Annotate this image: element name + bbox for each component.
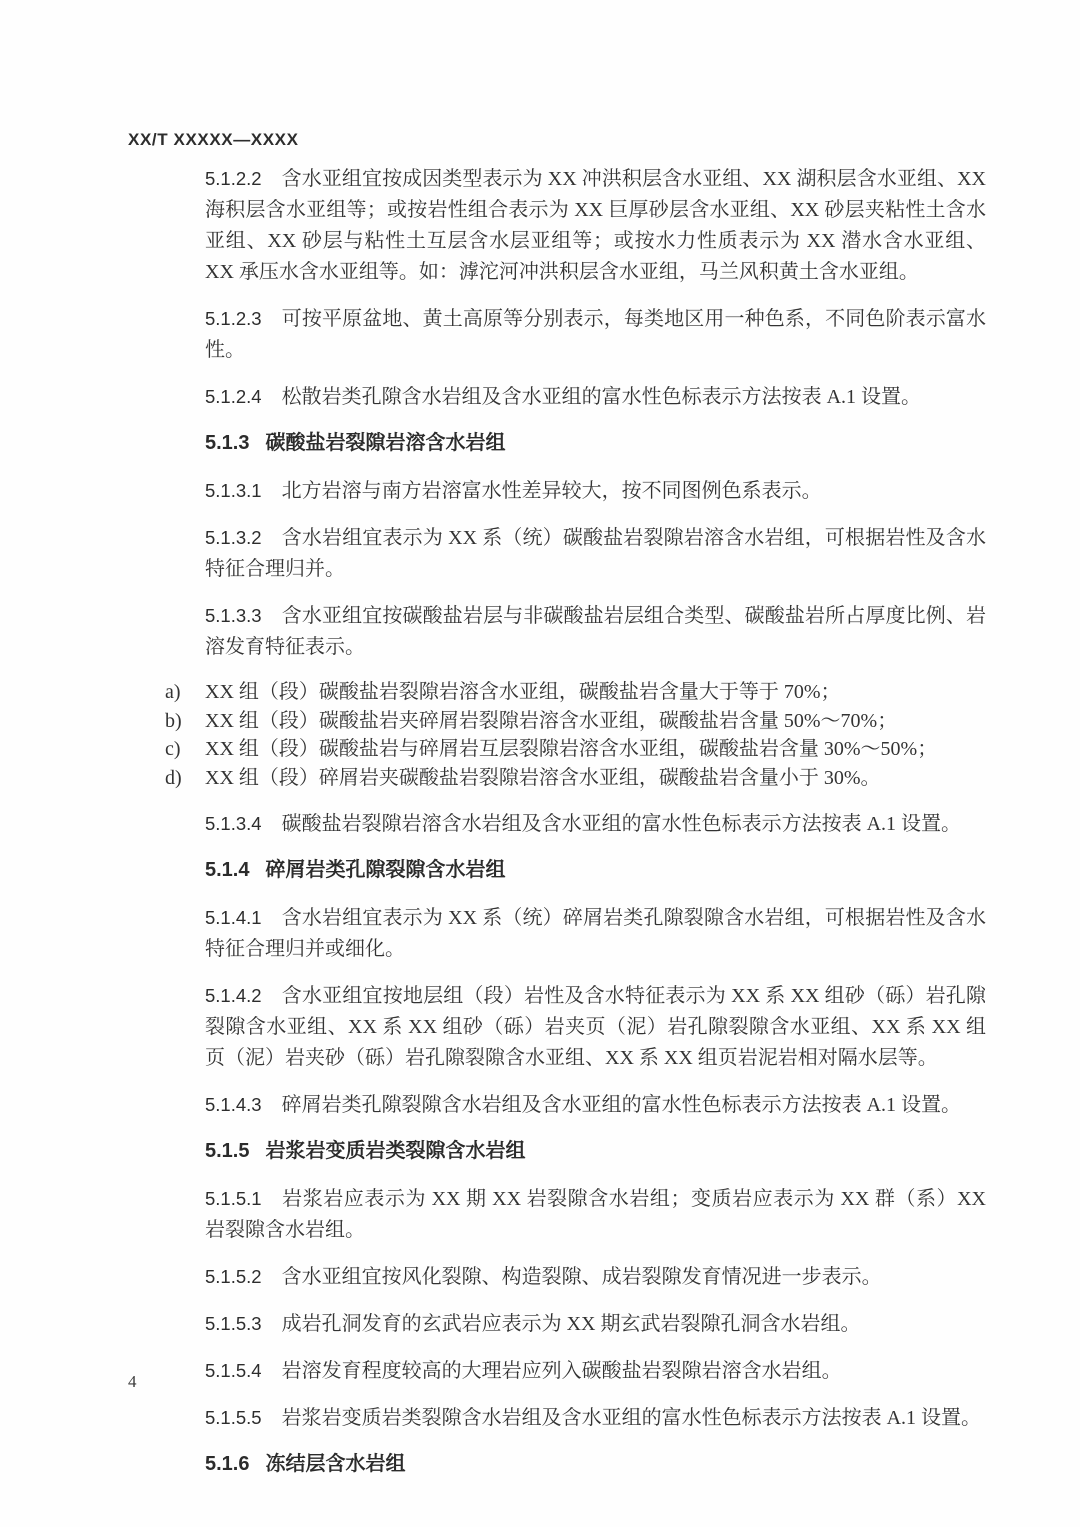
clause-text: 含水岩组宜表示为 XX 系（统）碎屑岩类孔隙裂隙含水岩组，可根据岩性及含水特征合理归并或细化。 xyxy=(205,907,986,960)
clause-text: 松散岩类孔隙含水岩组及含水亚组的富水性色标表示方法按表 A.1 设置。 xyxy=(281,386,922,408)
clause-number: 5.1.3.2 xyxy=(205,527,262,548)
clause-number: 5.1.3.3 xyxy=(205,605,262,626)
clause-heading xyxy=(205,1136,986,1167)
clause-number: 5.1.4 xyxy=(205,859,250,881)
clause-paragraph xyxy=(205,1261,986,1293)
clause-number: 5.1.4.2 xyxy=(205,985,262,1006)
clause-number: 5.1.2.4 xyxy=(205,386,262,407)
clause-text: 含水岩组宜表示为 XX 系（统）碳酸盐岩裂隙岩溶含水岩组，可根据岩性及含水特征合理归并。 xyxy=(205,527,986,580)
clause-text: 岩溶发育程度较高的大理岩应列入碳酸盐岩裂隙岩溶含水岩组。 xyxy=(281,1360,842,1382)
clause-heading xyxy=(205,855,986,886)
clause-paragraph xyxy=(205,902,986,965)
clause-text: 岩浆岩变质岩类裂隙含水岩组及含水亚组的富水性色标表示方法按表 A.1 设置。 xyxy=(281,1407,982,1429)
clause-number: 5.1.5.3 xyxy=(205,1313,262,1334)
clause-paragraph xyxy=(205,1402,986,1434)
clause-text: 碳酸盐岩裂隙岩溶含水岩组 xyxy=(265,432,506,454)
clause-list xyxy=(165,678,986,792)
clause-text: 冻结层含水岩组 xyxy=(265,1453,406,1475)
list-item-marker: b) xyxy=(165,709,182,732)
list-item-text: XX 组（段）碳酸盐岩与碎屑岩互层裂隙岩溶含水亚组，碳酸盐岩含量 30%～50%； xyxy=(205,738,938,760)
clause-number: 5.1.6 xyxy=(205,1453,250,1475)
document-body xyxy=(128,163,986,1496)
clause-heading xyxy=(205,428,986,459)
clause-number: 5.1.5 xyxy=(205,1140,250,1162)
document-code-header: XX/T XXXXX—XXXX xyxy=(128,130,299,149)
clause-text: 含水亚组宜按碳酸盐岩层与非碳酸盐岩层组合类型、碳酸盐岩所占厚度比例、岩溶发育特征表示。 xyxy=(205,605,986,658)
list-item xyxy=(165,707,986,736)
clause-paragraph xyxy=(205,980,986,1074)
list-item-text: XX 组（段）碳酸盐岩裂隙岩溶含水亚组，碳酸盐岩含量大于等于 70%； xyxy=(205,681,841,703)
list-item xyxy=(165,764,986,793)
list-item-marker: c) xyxy=(165,738,181,760)
clause-number: 5.1.5.5 xyxy=(205,1407,262,1428)
clause-paragraph xyxy=(205,303,986,366)
clause-text: 可按平原盆地、黄土高原等分别表示，每类地区用一种色系，不同色阶表示富水性。 xyxy=(205,308,986,361)
clause-paragraph xyxy=(205,808,986,840)
list-item xyxy=(165,735,986,764)
clause-text: 岩浆岩应表示为 XX 期 XX 岩裂隙含水岩组；变质岩应表示为 XX 群（系）XX 岩裂隙含水岩组。 xyxy=(205,1188,986,1241)
clause-text: 含水亚组宜按成因类型表示为 XX 冲洪积层含水亚组、XX 湖积层含水亚组、XX 海积层含水亚组等；或按岩性组合表示为 XX 巨厚砂层含水亚组、XX 砂层夹粘性土含水亚组、XX 砂层与粘性土互层含水层亚组等；或按水力性质表示为 XX 潜水含水亚组、XX 承压水含水亚组等。如：滹沱河冲洪积层含水亚组，马兰风积黄土含水亚组。 xyxy=(205,168,986,283)
clause-paragraph xyxy=(205,1183,986,1246)
list-item-marker: a) xyxy=(165,681,181,703)
list-item-marker: d) xyxy=(165,766,182,789)
clause-text: 碳酸盐岩裂隙岩溶含水岩组及含水亚组的富水性色标表示方法按表 A.1 设置。 xyxy=(281,813,962,835)
page-number: 4 xyxy=(128,1372,137,1391)
clause-text: 岩浆岩变质岩类裂隙含水岩组 xyxy=(265,1140,526,1162)
clause-paragraph xyxy=(205,600,986,663)
list-item-text: XX 组（段）碎屑岩夹碳酸盐岩裂隙岩溶含水亚组，碳酸盐岩含量小于 30%。 xyxy=(205,766,881,789)
clause-text: 成岩孔洞发育的玄武岩应表示为 XX 期玄武岩裂隙孔洞含水岩组。 xyxy=(281,1313,861,1335)
clause-text: 含水亚组宜按风化裂隙、构造裂隙、成岩裂隙发育情况进一步表示。 xyxy=(281,1266,882,1288)
clause-number: 5.1.3.4 xyxy=(205,813,262,834)
clause-number: 5.1.2.2 xyxy=(205,168,262,189)
clause-paragraph xyxy=(205,163,986,288)
list-item xyxy=(165,678,986,707)
clause-number: 5.1.4.3 xyxy=(205,1094,262,1115)
clause-number: 5.1.5.2 xyxy=(205,1266,262,1287)
clause-number: 5.1.4.1 xyxy=(205,907,262,928)
clause-number: 5.1.3.1 xyxy=(205,480,262,501)
clause-paragraph xyxy=(205,381,986,413)
clause-heading xyxy=(205,1449,986,1480)
clause-text: 碎屑岩类孔隙裂隙含水岩组及含水亚组的富水性色标表示方法按表 A.1 设置。 xyxy=(281,1094,962,1116)
clause-paragraph xyxy=(205,1355,986,1387)
clause-paragraph xyxy=(205,475,986,507)
clause-text: 含水亚组宜按地层组（段）岩性及含水特征表示为 XX 系 XX 组砂（砾）岩孔隙裂隙含水亚组、XX 系 XX 组砂（砾）岩夹页（泥）岩孔隙裂隙含水亚组、XX 系 XX 组页（泥）岩夹砂（砾）岩孔隙裂隙含水亚组、XX 系 XX 组页岩泥岩相对隔水层等。 xyxy=(205,985,986,1069)
clause-paragraph xyxy=(205,522,986,585)
clause-number: 5.1.5.4 xyxy=(205,1360,262,1381)
clause-number: 5.1.3 xyxy=(205,432,250,454)
list-item-text: XX 组（段）碳酸盐岩夹碎屑岩裂隙岩溶含水亚组，碳酸盐岩含量 50%～70%； xyxy=(205,709,898,732)
clause-paragraph xyxy=(205,1089,986,1121)
clause-text: 北方岩溶与南方岩溶富水性差异较大，按不同图例色系表示。 xyxy=(281,480,822,502)
clause-number: 5.1.2.3 xyxy=(205,308,262,329)
clause-paragraph xyxy=(205,1308,986,1340)
clause-number: 5.1.5.1 xyxy=(205,1188,262,1209)
clause-text: 碎屑岩类孔隙裂隙含水岩组 xyxy=(265,859,506,881)
